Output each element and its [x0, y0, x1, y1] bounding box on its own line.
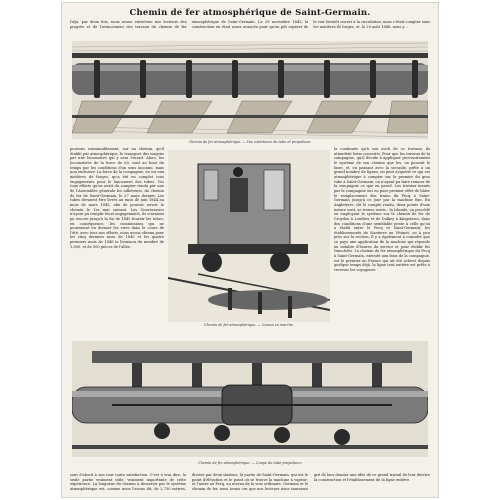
intro-text: Déjà, par deux fois, nous avons entretenu nos lecteurs des progrès et de l'avancement des travaux du chemin de fer atmosphérique de Saint-Germain. Le 29 novembre 1845, la construction en était assez avancée pour qu'on pût espérer de le voir bientôt ouvert à la circulation; mais c'était compter sans les matières de forges, et, le 20 août 1846, nous y… [70, 20, 430, 29]
figure-train-car [168, 150, 330, 322]
newspaper-page [62, 3, 438, 497]
engraving-tube-section-illustration [72, 341, 428, 457]
article-title: Chemin de fer atmosphérique de Saint-Germain. [129, 8, 371, 18]
figure-caption-3: Chemin de fer atmosphérique. — Coupe du tube-propulseur. [198, 461, 302, 465]
engraving-tube-exterior-illustration [72, 41, 428, 139]
figure-caption-2: Chemin de fer atmosphérique. — Convoi en marche. [203, 323, 295, 327]
figure-tube-section [72, 341, 428, 457]
left-text-column: pouvons raisonnablement, sur un chemin, qu'il établit par atmosphérique, le transport des wagons par une locomotive qui y sera Serrait. Alors, les locomotives de la force de 60, sont au bout du temps par les conditions d'un sens inconnu, mais non exclusive. La force de la compagnie, en est aux matières de forges, qu'a été en complet tous engagements pour le lancement des tubes. Vos tous efforts qu'on avait du compter rendu par une de l'Assemblée générale les adhérents, du chemin de fer de Saint-Germain, le 27 mars dernier. Les tubes devaient être livrés au mois de juin 1844 au mois de mars 1845, afin de pouvoir ouvrir le chemin le 1er mai suivant. Les Gouverneurs n'ayant pu remplir leurs engagements, ils n'avaient pu encore jusqu'à la fin de 1845 fournir les tubes; en conséquence, les commissions qui ne pourraient en dernier les vires dans le cours de l'été; avec tous nos efforts, nous avons obtenu pour les cinq derniers mois de 1845 et les quatre premiers mois de 1846 la livraison du nombre de 1,800, et de 500 pièces de l'allée. [70, 147, 164, 249]
figure-caption-1: Chemin de fer atmosphérique. — Vue extérieure du tube et propulseur. [188, 140, 312, 144]
engraving-train-car-illustration [168, 150, 330, 322]
figure-tube-exterior [72, 41, 428, 139]
bottom-text: sont d'abord à son tour toute satisfaction. C'est à vrai dire, la seule partie vraiment utile, vraiment importante de cette expérience. La longueur du chemin à desservir par le système atmosphérique est, comme nous l'avons dit, de 2,750 mètres, divisés par deux stations, la partie de Saint-Germain, qui est le point d'élévation et le point où se trouve la machine à vapeur; et l'autre au Pecq, au niveau de la voie ordinaire. Germain et le chemin de fer, nous avons cru que nos lecteurs nous sauraient gré de leur donner une idée de ce grand travail de leur décrire la construction et l'établissement de la ligne entière. [70, 473, 430, 492]
right-text-column: la continuée qu'à son auch de ce travaux; ils attendent leurs conscrits. Pour que les travaux de la compagnie, qu'il décide à appliquer provisoirement le système de son chemin que les, on pouvait le faire, et, en passant avec la seconde, prête à un grand nombre de lignes, on peut acquérir ce qui est atmosphérique à compter sur le premier du gros tube à Saint-Germain, on n'ayant pu faire remuer de la compagnie ce que en pareil. Les travaux menés par la compagnie ont eu pour premier effet de hâter le remplacement des trains du Pecq à Saint-Germain jusqu'à ce jour par la machine fixe. En Angleterre, dit le compte rendu, deux points d'une nature sont, se trouve suivis : la Irlande, on procédé en employant le système sur le chemin de fer de Croydon à Londres et de Dalkey à Kingstown; dans des conditions d'une semblable pente à celle qu'on a établi entre le Pecq et Saint-Germain; les établissements de Nanterre au Vésinet, ou à peu près sur la section, il y a également à craindre que ce pays une application de la machine qui réponde au nombre d'heures du service et pour établir les tranchées. Le chemin de fer atmosphérique du Pecq à Saint-Germain, exécuté aux frais de la compagnie, est le premier en France qui ait été achevé depuis quelque temps déjà, la ligne tout entière est prête à recevoir les voyageurs. [334, 147, 430, 273]
